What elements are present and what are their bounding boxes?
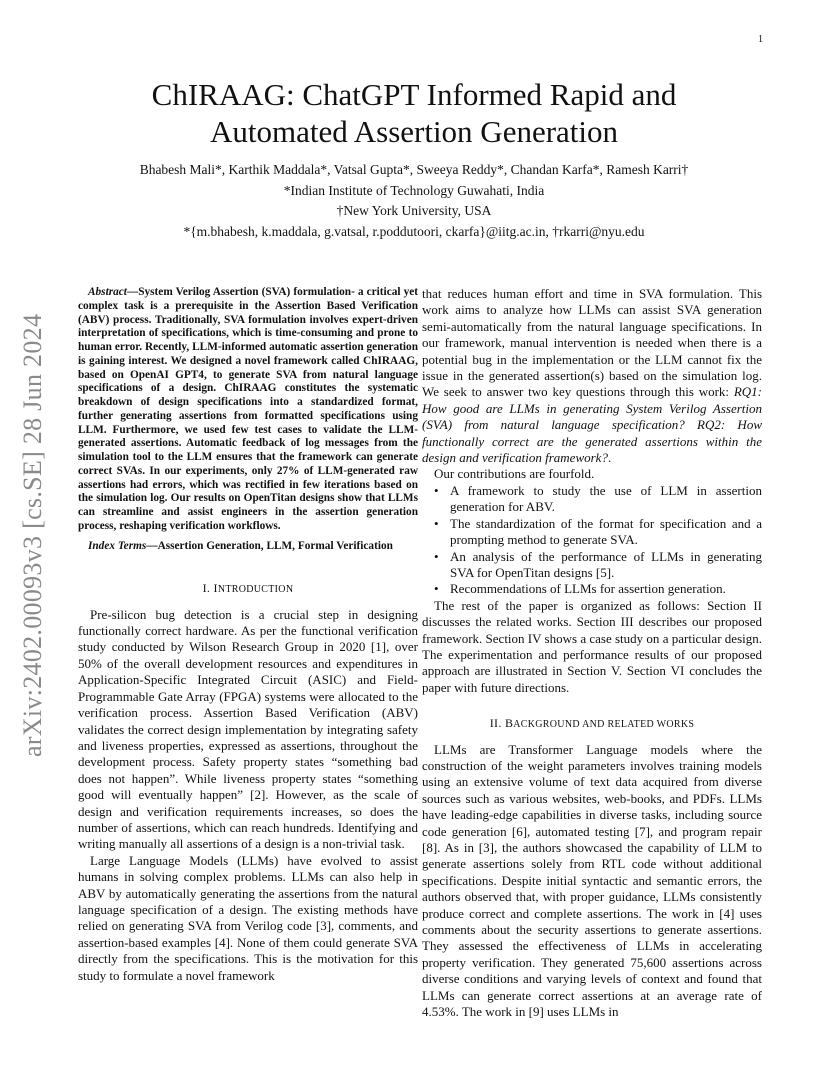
title-line-1: ChIRAAG: ChatGPT Informed Rapid and bbox=[151, 77, 677, 112]
research-questions-end: . bbox=[607, 450, 612, 466]
section-title-cap: I bbox=[213, 581, 218, 596]
abstract-lead: Abstract bbox=[88, 286, 127, 298]
affiliation-nyu: †New York University, USA bbox=[336, 203, 492, 218]
author-names: Bhabesh Mali*, Karthik Maddala*, Vatsal Gupta*, Sweeya Reddy*, Chandan Karfa*, Ramesh Karri† bbox=[139, 162, 689, 177]
intro-continued-paragraph bbox=[422, 286, 762, 466]
section-number: II. bbox=[489, 716, 505, 731]
list-item bbox=[422, 581, 762, 597]
author-block bbox=[60, 160, 768, 242]
intro-continued-text: that reduces human effort and time in SVA formulation. This work aims to analyze how LLMs can assist SVA generation semi-automatically from the natural language specifications. In our framework, manual intervention is needed when there is a potential bug in the implementation or the LLM cannot fix the issue in the generated assertion(s) based on the simulation log. We seek to answer two key questions through this work: bbox=[422, 286, 762, 400]
paper-title bbox=[80, 76, 748, 150]
abstract bbox=[78, 286, 418, 534]
page-number: 1 bbox=[758, 34, 763, 45]
section-title-cap: B bbox=[504, 716, 514, 731]
list-item-text: Recommendations of LLMs for assertion generation. bbox=[450, 581, 726, 597]
list-item-text: An analysis of the performance of LLMs in generating SVA for OpenTitan designs [5]. bbox=[450, 548, 762, 580]
bullet-icon: • bbox=[434, 548, 439, 564]
title-line-2: Automated Assertion Generation bbox=[209, 114, 619, 149]
bullet-icon: • bbox=[434, 515, 439, 531]
affiliation-iitg: *Indian Institute of Technology Guwahati, India bbox=[283, 182, 545, 198]
bullet-icon: • bbox=[434, 482, 439, 498]
author-emails: *{m.bhabesh, k.maddala, g.vatsal, r.poddutoori, ckarfa}@iitg.ac.in, †rkarri@nyu.edu bbox=[183, 223, 645, 239]
left-column bbox=[78, 286, 418, 984]
paper-organization-paragraph: The rest of the paper is organized as follows: Section II discusses the related works. Section III describes our proposed framework. Section IV shows a case study on a particular design. The experimentation and performance results of our proposed approach are illustrated in Section V. Section VI concludes the paper with future directions. bbox=[422, 597, 762, 695]
section-title-rest: NTRODUCTION bbox=[217, 584, 294, 596]
section-heading-background bbox=[422, 715, 762, 733]
list-item-text: A framework to study the use of LLM in assertion generation for ABV. bbox=[450, 482, 762, 515]
research-questions: RQ1: How good are LLMs in generating System Verilog Assertion (SVA) from natural language specification? RQ2: How functionally correct are the generated assertions within the design and verification framework? bbox=[422, 384, 763, 466]
intro-paragraph-1: Pre-silicon bug detection is a crucial step in designing functionally correct hardware. As per the functional verification study conducted by Wilson Research Group in 2020 [1], over 50% of the overall development resources and expenditures in Application-Specific Integrated Circuit (ASIC) and Field-Programmable Gate Array (FPGA) systems were allocated to the verification process. Assertion Based Verification (ABV) validates the correct design implementation by integrating safety and liveness properties, expressed as assertions, throughout the development process. Safety property states “something bad does not happen”. While liveness property states “something good will eventually happen” [2]. However, as the scale of design and verification requirements increases, so does the number of assertions, which can reach hundreds. Identifying and writing manually all assertions of a design is a non-trivial task. bbox=[78, 606, 418, 852]
contributions-list bbox=[422, 483, 762, 598]
bullet-icon: • bbox=[434, 581, 439, 597]
contributions-intro: Our contributions are fourfold. bbox=[434, 466, 595, 482]
list-item bbox=[422, 549, 762, 582]
section-heading-introduction bbox=[78, 580, 418, 598]
abstract-text: —System Verilog Assertion (SVA) formulation- a critical yet complex task is a prerequisite in the Assertion Based Verification (ABV) process. Traditionally, SVA formulation involves expert-driven interpretation of specifications, which is time-consuming and prone to human error. Recently, LLM-informed automatic assertion generation is gaining interest. We designed a novel framework called ChIRAAG, based on OpenAI GPT4, to generate SVA from natural language specifications of a design. ChIRAAG constitutes the systematic breakdown of design specifications into a standardized format, further generating assertions from formatted specifications using LLM. Furthermore, we used few test cases to validate the LLM-generated assertions. Automatic feedback of log messages from the simulation tool to the LLM ensures that the framework can generate correct SVAs. In our experiments, only 27% of LLM-generated raw assertions had errors, which was rectified in few iterations based on the simulation log. Our results on OpenTitan designs show that LLMs can streamline and assist engineers in the assertion generation process, reshaping verification workflows. bbox=[78, 286, 418, 532]
list-item-text: The standardization of the format for specification and a prompting method to generate SVA. bbox=[450, 515, 762, 548]
list-item bbox=[422, 483, 762, 516]
background-paragraph-1: LLMs are Transformer Language models where the construction of the weight parameters involves training models using an extensive volume of text data acquired from diverse sources such as various websites, web-books, and PDFs. LLMs have leading-edge capabilities in diverse tasks, including source code generation [6], automated testing [7], and program repair [8]. As in [3], the authors showcased the capability of LLM to generate assertions solely from RTL code without additional specifications. Despite initial syntactic and semantic errors, the authors observed that, with proper guidance, LLMs consistently produce correct and complete assertions. The work in [4] uses comments about the security assertions to generate assertions. They assessed the effectiveness of LLMs in accelerating property verification. They generated 75,600 assertions across diverse conditions and varying levels of context and found that LLMs can generate correct assertions at an average rate of 4.53%. The work in [9] uses LLMs in bbox=[422, 741, 762, 1020]
index-terms-lead: Index Terms bbox=[88, 539, 147, 552]
arxiv-identifier: arXiv:2402.00093v3 [cs.SE] 28 Jun 2024 bbox=[18, 313, 47, 757]
list-item bbox=[422, 516, 762, 549]
index-terms bbox=[78, 540, 418, 554]
index-terms-text: —Assertion Generation, LLM, Formal Verification bbox=[146, 539, 393, 552]
intro-paragraph-2: Large Language Models (LLMs) have evolved to assist humans in solving complex problems. LLMs can also help in ABV by automatically generating the assertions from the natural language specification of a design. The existing methods have relied on generating SVA from Verilog code [3], comments, and assertion-based examples [4]. None of them could generate SVA directly from the specifications. This is the motivation for this study to formulate a novel framework bbox=[78, 852, 418, 983]
section-number: I. bbox=[202, 581, 214, 596]
right-column bbox=[422, 286, 762, 1020]
section-title-rest: ACKGROUND AND RELATED WORKS bbox=[513, 719, 695, 731]
